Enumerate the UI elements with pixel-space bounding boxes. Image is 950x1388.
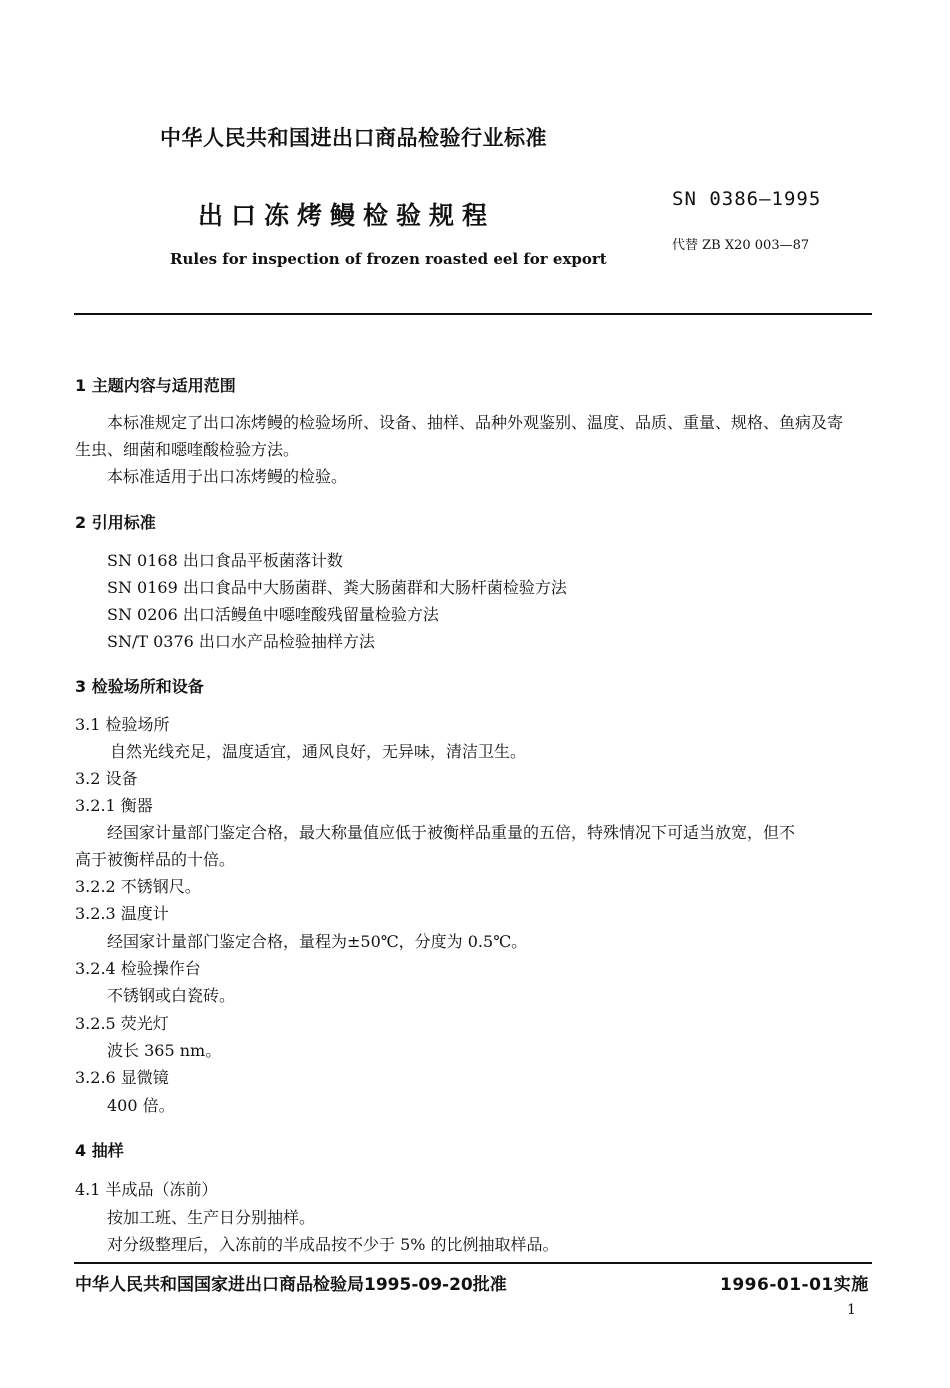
reference-item: SN 0168 出口食品平板菌落计数 bbox=[107, 551, 343, 570]
clause-3-2-1-line2: 高于被衡样品的十倍。 bbox=[75, 850, 236, 869]
header-divider bbox=[74, 313, 872, 315]
section-1-para1-line2: 生虫、细菌和噁喹酸检验方法。 bbox=[75, 440, 300, 459]
effective-date: 1996-01-01实施 bbox=[720, 1275, 869, 1295]
clause-3-2-1-line1: 经国家计量部门鉴定合格，最大称量值应低于被衡样品重量的五倍，特殊情况下可适当放宽，但不 bbox=[107, 823, 796, 842]
section-2-heading: 2 引用标准 bbox=[75, 513, 156, 532]
section-1-para2: 本标准适用于出口冻烤鳗的检验。 bbox=[107, 467, 348, 486]
standard-code: SN 0386—1995 bbox=[672, 188, 822, 210]
clause-3-2-5: 3.2.5 荧光灯 bbox=[75, 1014, 169, 1033]
reference-item: SN 0169 出口食品中大肠菌群、粪大肠菌群和大肠杆菌检验方法 bbox=[107, 578, 567, 597]
document-title-cn: 出口冻烤鳗检验规程 bbox=[198, 201, 496, 230]
section-1-para1-line1: 本标准规定了出口冻烤鳗的检验场所、设备、抽样、品种外观鉴别、温度、品质、重量、规格、鱼病及寄 bbox=[107, 413, 844, 432]
clause-3-1: 3.1 检验场所 bbox=[75, 715, 170, 734]
section-1-heading: 1 主题内容与适用范围 bbox=[75, 376, 236, 395]
clause-3-1-text: 自然光线充足，温度适宜，通风良好，无异味，清洁卫生。 bbox=[110, 742, 527, 761]
clause-3-2-2: 3.2.2 不锈钢尺。 bbox=[75, 877, 201, 896]
page-number: 1 bbox=[847, 1302, 856, 1318]
clause-4-1-text2: 对分级整理后，入冻前的半成品按不少于 5% 的比例抽取样品。 bbox=[107, 1235, 559, 1254]
clause-3-2: 3.2 设备 bbox=[75, 769, 138, 788]
clause-3-2-6-text: 400 倍。 bbox=[107, 1096, 175, 1115]
document-title-en: Rules for inspection of frozen roasted eel for export bbox=[170, 250, 607, 268]
clause-3-2-3: 3.2.3 温度计 bbox=[75, 904, 169, 923]
issuing-standard-line: 中华人民共和国进出口商品检验行业标准 bbox=[160, 126, 547, 150]
section-3-heading: 3 检验场所和设备 bbox=[75, 677, 204, 696]
footer-divider bbox=[74, 1262, 872, 1264]
clause-4-1: 4.1 半成品（冻前） bbox=[75, 1180, 218, 1199]
replaces-note: 代替 ZB X20 003—87 bbox=[672, 238, 810, 253]
reference-item: SN 0206 出口活鳗鱼中噁喹酸残留量检验方法 bbox=[107, 605, 439, 624]
clause-4-1-text1: 按加工班、生产日分别抽样。 bbox=[107, 1208, 316, 1227]
clause-3-2-1: 3.2.1 衡器 bbox=[75, 796, 153, 815]
clause-3-2-5-text: 波长 365 nm。 bbox=[107, 1041, 222, 1060]
clause-3-2-4-text: 不锈钢或白瓷砖。 bbox=[107, 986, 236, 1005]
clause-3-2-3-text: 经国家计量部门鉴定合格，量程为±50℃，分度为 0.5℃。 bbox=[107, 932, 528, 951]
section-4-heading: 4 抽样 bbox=[75, 1141, 124, 1160]
clause-3-2-6: 3.2.6 显微镜 bbox=[75, 1068, 169, 1087]
approval-line: 中华人民共和国国家进出口商品检验局1995-09-20批准 bbox=[75, 1275, 507, 1295]
reference-item: SN/T 0376 出口水产品检验抽样方法 bbox=[107, 632, 375, 651]
clause-3-2-4: 3.2.4 检验操作台 bbox=[75, 959, 201, 978]
